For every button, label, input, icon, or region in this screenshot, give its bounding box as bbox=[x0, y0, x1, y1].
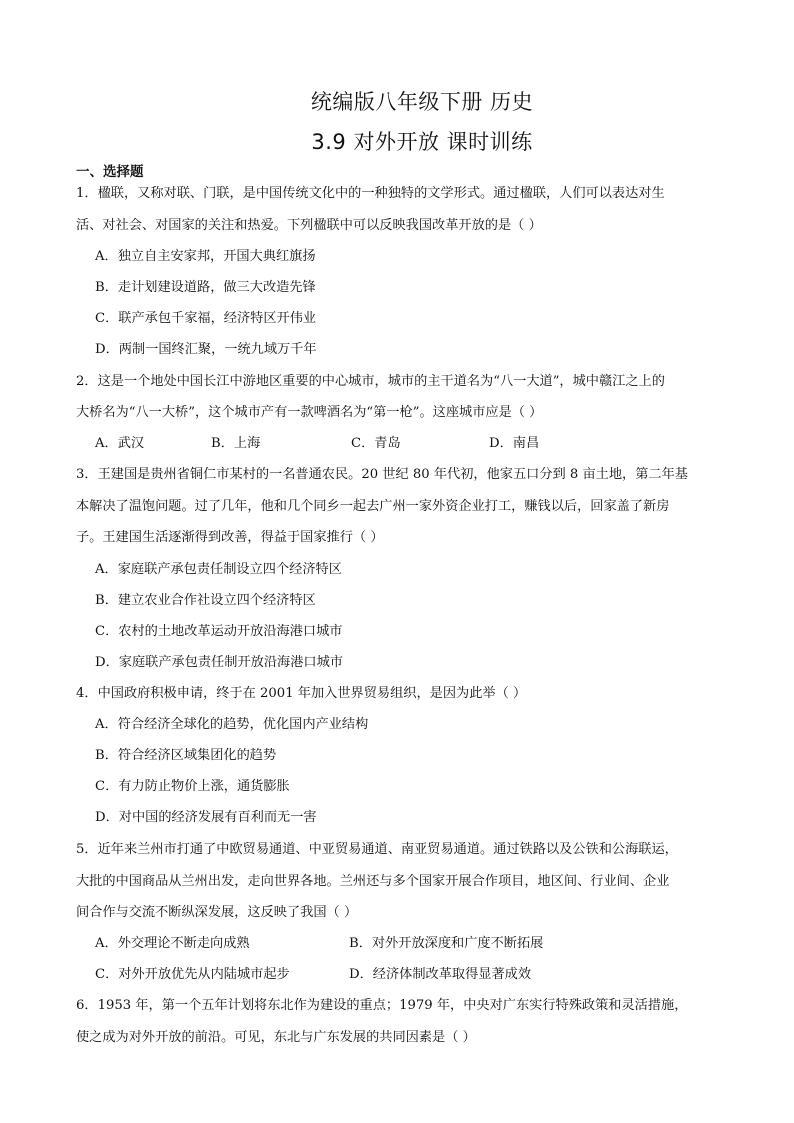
question-3-option-b: B．建立农业合作社设立四个经济特区 bbox=[95, 593, 316, 608]
question-1-option-a: A．独立自主安家邦，开国大典红旗扬 bbox=[95, 249, 316, 264]
question-2-option-c: C．青岛 bbox=[351, 436, 401, 451]
question-1-option-c: C．联产承包千家福，经济特区开伟业 bbox=[95, 311, 317, 326]
question-4-option-a: A．符合经济全球化的趋势，优化国内产业结构 bbox=[95, 717, 369, 732]
question-5-option-a: A．外交理论不断走向成熟 bbox=[95, 936, 250, 951]
question-5-stem-line-3: 间合作与交流不断纵深发展，这反映了我国（ ） bbox=[76, 905, 358, 920]
question-3-stem-line-3: 子。王建国生活逐渐得到改善，得益于国家推行（ ） bbox=[76, 530, 384, 545]
question-4-option-b: B．符合经济区域集团化的趋势 bbox=[95, 748, 277, 763]
section-heading: 一、选择题 bbox=[76, 164, 144, 180]
question-3-option-c: C．农村的土地改革运动开放沿海港口城市 bbox=[95, 624, 343, 639]
question-5-stem-line-1: 5．近年来兰州市打通了中欧贸易通道、中亚贸易通道、南亚贸易通道。通过铁路以及公铁和公海联运， bbox=[76, 842, 678, 857]
question-4-stem-line-1: 4．中国政府积极申请，终于在 2001 年加入世界贸易组织，是因为此举（ ） bbox=[76, 686, 527, 701]
question-3-option-d: D．家庭联产承包责任制开放沿海港口城市 bbox=[95, 655, 343, 670]
question-5-stem-line-2: 大批的中国商品从兰州出发，走向世界各地。兰州还与多个国家开展合作项目，地区间、行业间、企业 bbox=[76, 874, 670, 889]
question-5-option-c: C．对外开放优先从内陆城市起步 bbox=[95, 967, 290, 982]
document-title: 统编版八年级下册 历史 bbox=[310, 90, 534, 114]
question-1-option-b: B．走计划建设道路，做三大改造先锋 bbox=[95, 280, 316, 295]
question-5-option-b: B．对外开放深度和广度不断拓展 bbox=[349, 936, 544, 951]
document-subtitle: 3.9 对外开放 课时训练 bbox=[311, 130, 533, 154]
question-3-stem-line-1: 3．王建国是贵州省铜仁市某村的一名普通农民。20 世纪 80 年代初，他家五口分到 8 亩土地，第二年基 bbox=[76, 467, 688, 482]
question-1-stem-line-1: 1．楹联，又称对联、门联，是中国传统文化中的一种独特的文学形式。通过楹联，人们可以表达对生 bbox=[76, 186, 665, 201]
question-1-stem-line-2: 活、对社会、对国家的关注和热爱。下列楹联中可以反映我国改革开放的是（ ） bbox=[76, 218, 542, 233]
question-6-stem-line-1: 6．1953 年，第一个五年计划将东北作为建设的重点；1979 年，中央对广东实行特殊政策和灵活措施， bbox=[76, 998, 688, 1013]
question-6-stem-line-2: 使之成为对外开放的前沿。可见，东北与广东发展的共同因素是（ ） bbox=[76, 1030, 476, 1045]
question-4-option-c: C．有力防止物价上涨，通货膨胀 bbox=[95, 779, 290, 794]
question-1-option-d: D．两制一国终汇聚，一统九域万千年 bbox=[95, 342, 317, 357]
question-2-stem-line-1: 2．这是一个地处中国长江中游地区重要的中心城市，城市的主干道名为“八一大道”，城中赣江之上的 bbox=[76, 374, 665, 389]
question-4-option-d: D．对中国的经济发展有百利而无一害 bbox=[95, 810, 317, 825]
question-2-option-b: B．上海 bbox=[211, 436, 261, 451]
question-2-stem-line-2: 大桥名为“八一大桥”，这个城市产有一款啤酒名为“第一枪”。这座城市应是（ ） bbox=[76, 405, 543, 420]
question-3-stem-line-2: 本解决了温饱问题。过了几年，他和几个同乡一起去广州一家外资企业打工，赚钱以后，回家盖了新房 bbox=[76, 499, 670, 514]
question-3-option-a: A．家庭联产承包责任制设立四个经济特区 bbox=[95, 562, 342, 577]
question-5-option-d: D．经济体制改革取得显著成效 bbox=[349, 967, 532, 982]
question-2-option-a: A．武汉 bbox=[95, 436, 145, 451]
question-2-option-d: D．南昌 bbox=[489, 436, 540, 451]
